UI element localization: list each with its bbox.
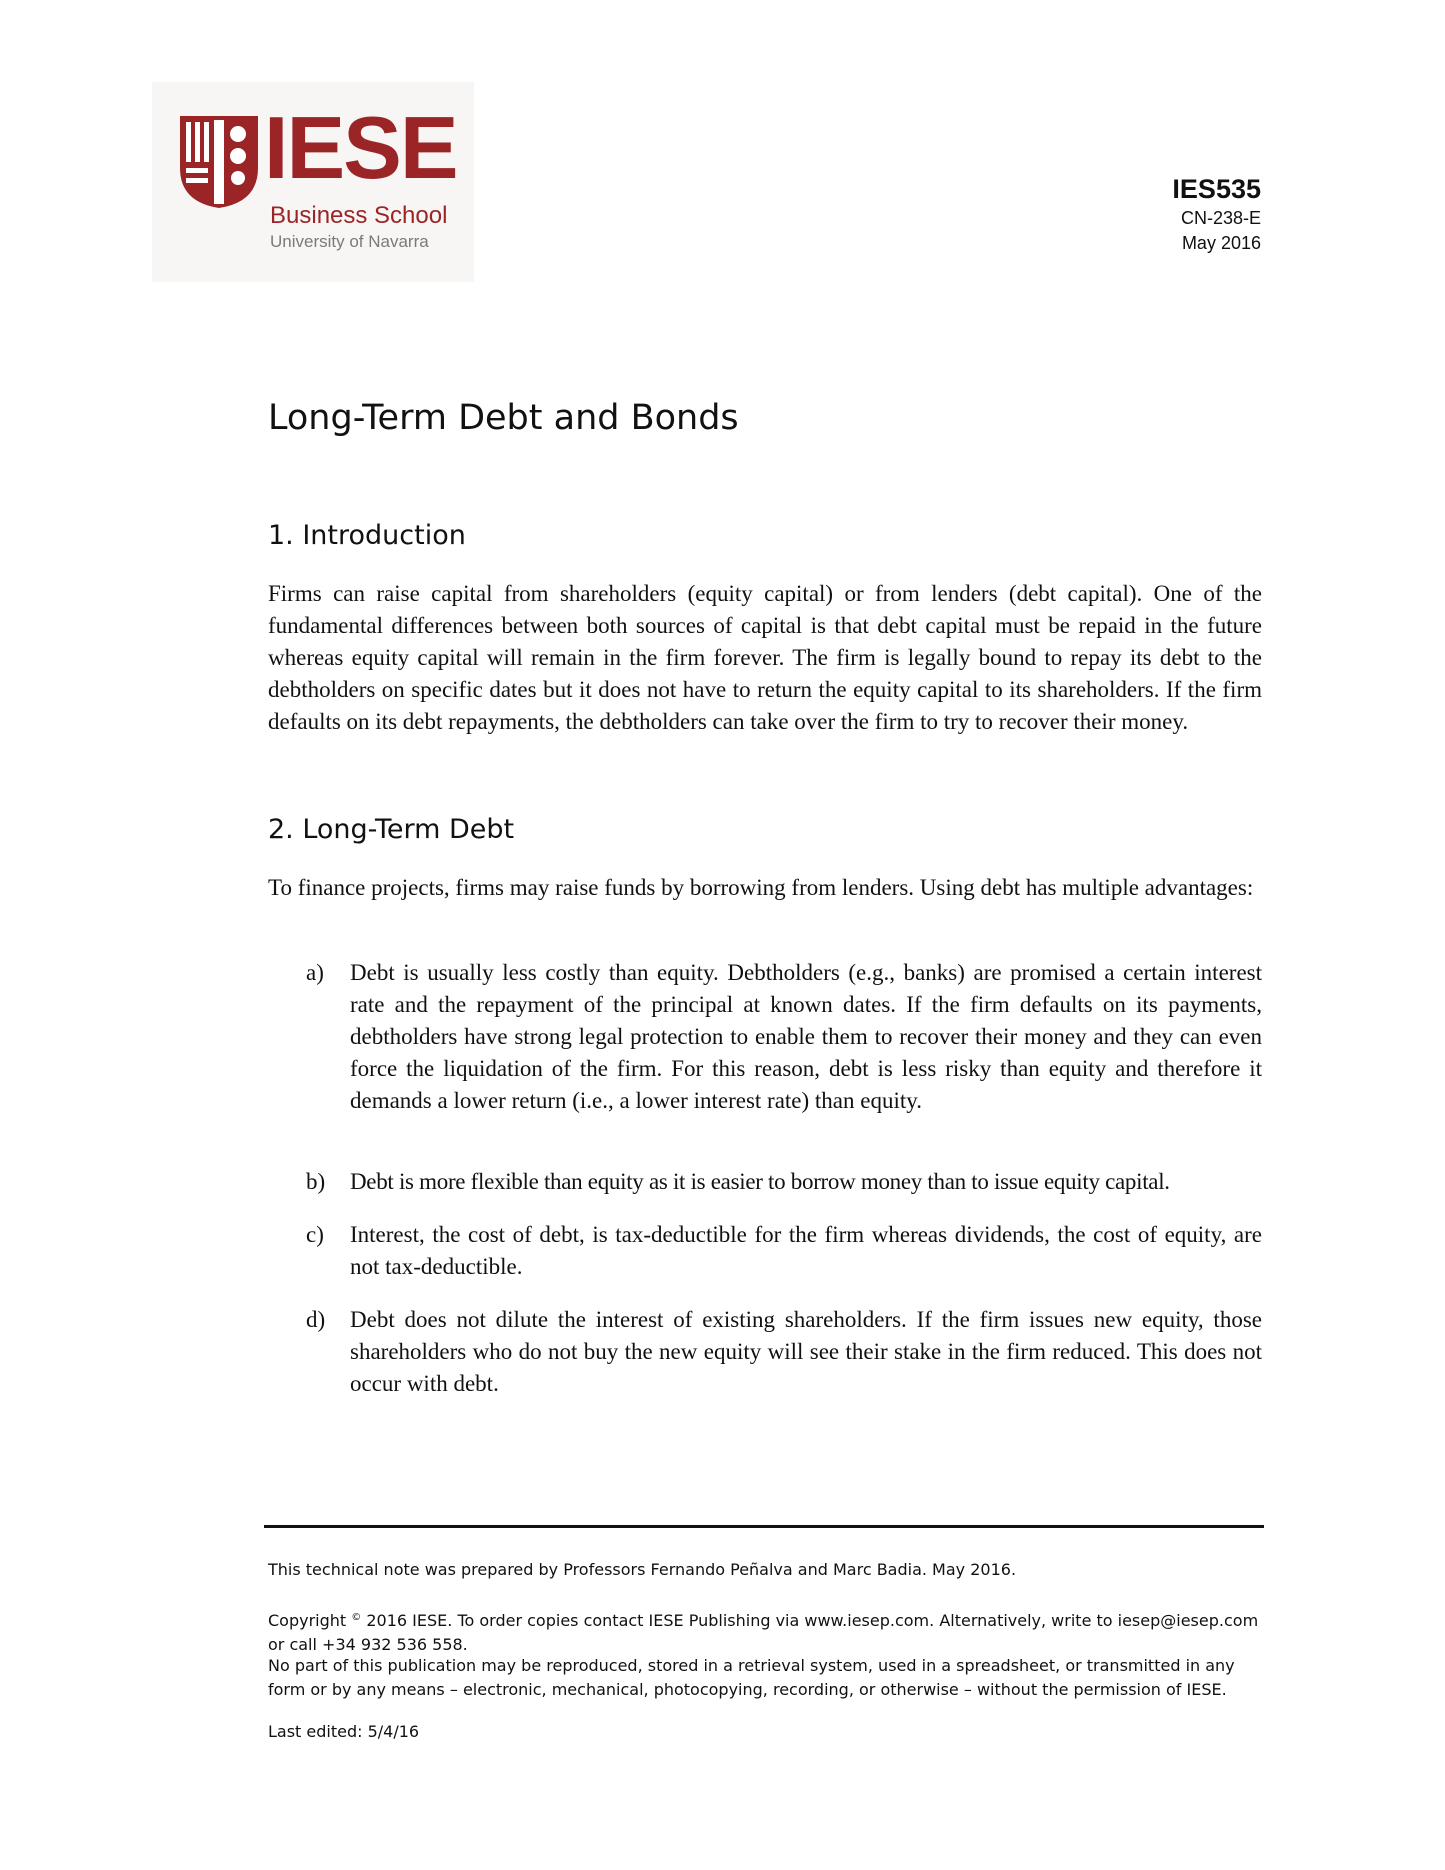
document-meta <box>1172 172 1261 256</box>
page-title: Long-Term Debt and Bonds <box>268 398 739 438</box>
logo-wordmark: IESE <box>264 98 457 197</box>
section-heading: 1. Introduction <box>268 520 466 551</box>
footer-prepared: This technical note was prepared by Professors Fernando Peñalva and Marc Badia. May 2016. <box>268 1560 1017 1579</box>
footer-copyright <box>268 1606 1264 1657</box>
advantages-list <box>306 957 1262 1117</box>
list-item <box>306 1304 1262 1400</box>
section-introduction-body <box>268 578 1262 738</box>
section-long-term-debt <box>268 814 1262 845</box>
document-date: May 2016 <box>1181 233 1261 253</box>
footer-last-edited: Last edited: 5/4/16 <box>268 1722 420 1741</box>
list-item-text: Interest, the cost of debt, is tax-deductible for the firm whereas dividends, the cost of equity, are not tax-deductible. <box>350 1222 1262 1279</box>
advantages-list-d <box>306 1304 1262 1400</box>
list-marker: d) <box>306 1307 326 1332</box>
copyright-label: Copyright <box>268 1611 347 1630</box>
footer-divider <box>264 1525 1264 1528</box>
list-item-text: Debt does not dilute the interest of existing shareholders. If the firm issues new equity, those shareholders who do not buy the new equity will see their stake in the firm reduced. This does not occur with debt. <box>350 1307 1262 1396</box>
paragraph: To finance projects, firms may raise funds by borrowing from lenders. Using debt has multiple advantages: <box>268 875 1254 900</box>
iese-crest-icon <box>180 116 258 208</box>
paragraph: Firms can raise capital from shareholders (equity capital) or from lenders (debt capital). One of the fundamental differences between both sources of capital is that debt capital must be repaid in the future whereas equity capital will remain in the firm forever. The firm is legally bound to repay its debt to the debtholders on specific dates but it does not have to return the equity capital to its shareholders. If the firm defaults on its debt repayments, the debtholders can take over the firm to try to recover their money. <box>268 581 1262 734</box>
list-item-text: Debt is usually less costly than equity. Debtholders (e.g., banks) are promised a certain interest rate and the repayment of the principal at known dates. If the firm defaults on its payments, debtholders have strong legal protection to enable them to recover their money and they can even force the liquidation of the firm. For this reason, debt is less risky than equity and therefore it demands a lower return (i.e., a lower interest rate) than equity. <box>350 960 1262 1113</box>
section-heading: 2. Long-Term Debt <box>268 814 515 845</box>
logo-business-school: Business School <box>270 202 448 229</box>
list-marker: c) <box>306 1222 324 1247</box>
list-item <box>306 1219 1262 1283</box>
copyright-symbol: © <box>351 1612 362 1623</box>
advantages-list-c <box>306 1219 1262 1283</box>
footer-rights: No part of this publication may be reproduced, stored in a retrieval system, used in a spreadsheet, or transmitted in any form or by any means – electronic, mechanical, photocopying, recording, or otherwise – without the permission of IESE. <box>268 1656 1235 1699</box>
list-item <box>306 957 1262 1117</box>
logo-university: University of Navarra <box>270 232 429 251</box>
advantages-list-b <box>306 1166 1262 1198</box>
list-item-text: Debt is more flexible than equity as it is easier to borrow money than to issue equity capital. <box>350 1169 1170 1194</box>
document-reference: CN-238-E <box>1180 208 1261 228</box>
copyright-text: 2016 IESE. To order copies contact IESE Publishing via www.iesep.com. Alternatively, write to iesep@iesep.com or call +34 932 536 558. <box>268 1611 1259 1654</box>
document-code: IES535 <box>1172 174 1261 204</box>
section-introduction <box>268 520 1262 551</box>
list-marker: b) <box>306 1169 326 1194</box>
list-marker: a) <box>306 960 324 985</box>
section-long-term-debt-body <box>268 872 1262 904</box>
list-item <box>306 1166 1262 1198</box>
iese-logo <box>152 82 474 282</box>
